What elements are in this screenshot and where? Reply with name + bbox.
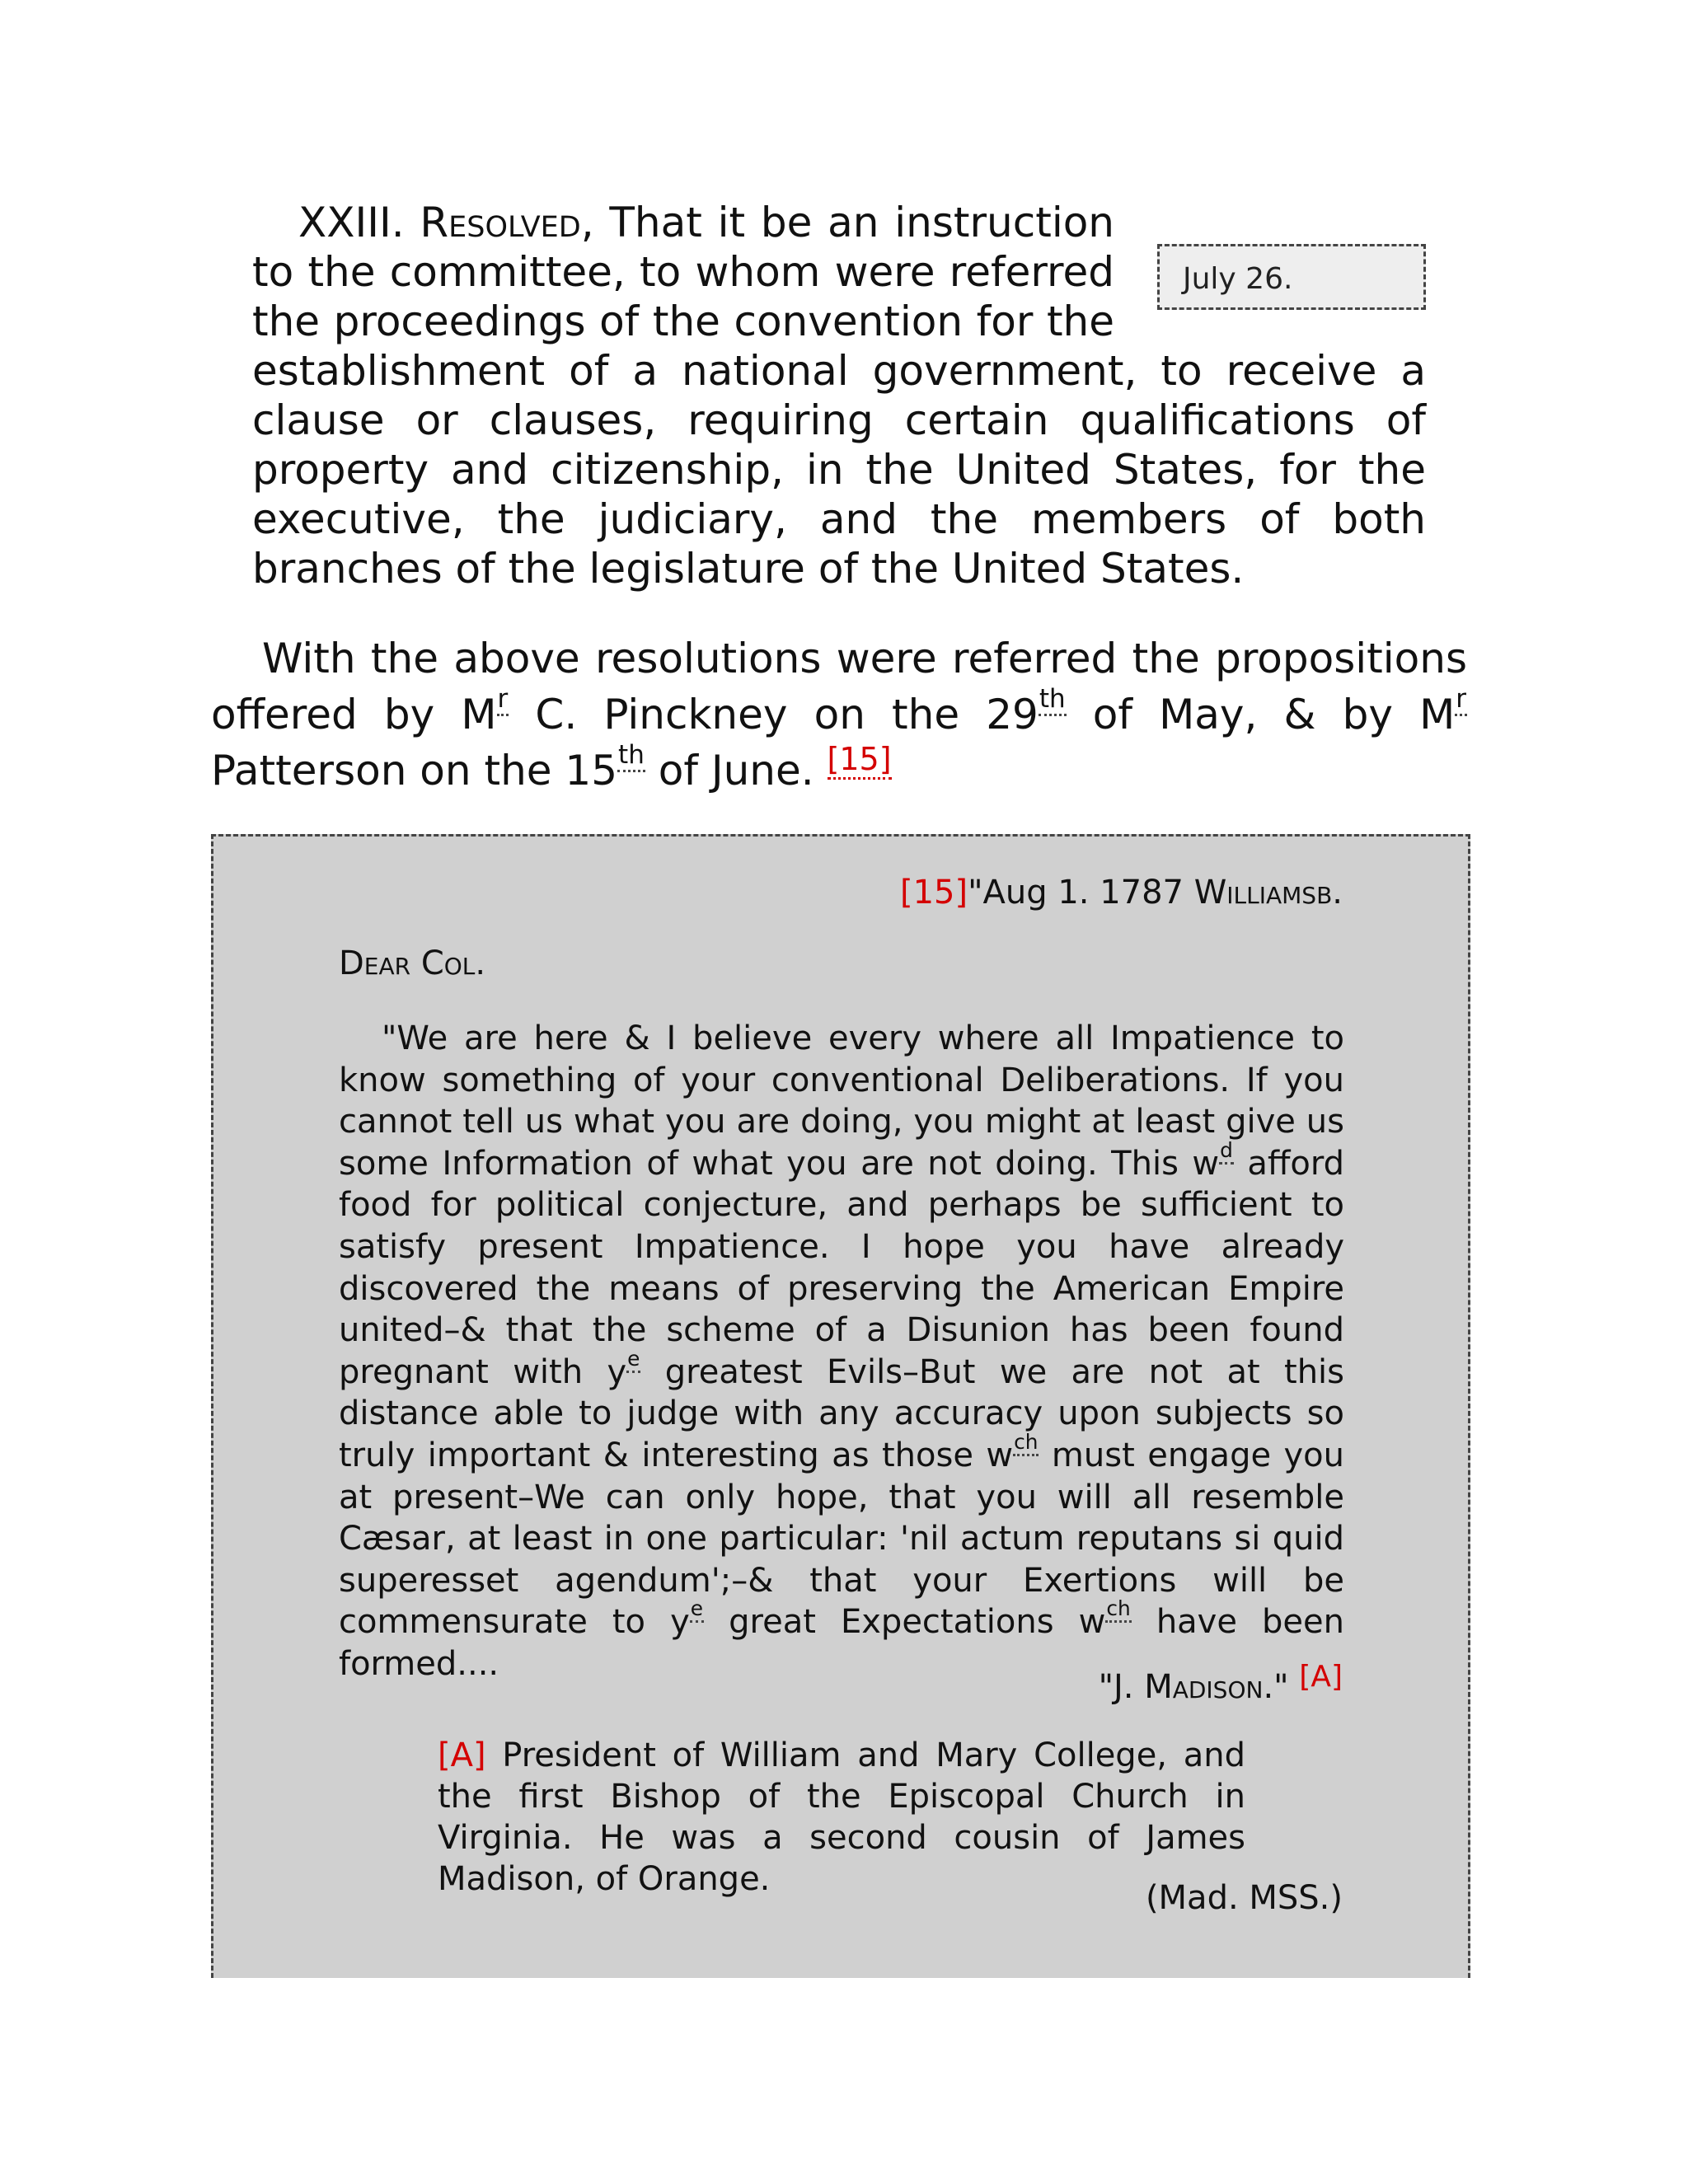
footnote-box xyxy=(211,834,1470,1978)
paragraph-text: Patterson on the 15 xyxy=(211,747,618,794)
abbr-superscript: e xyxy=(690,1596,704,1623)
inner-footnote-a xyxy=(438,1735,1245,1900)
resolution-numeral: XXIII. xyxy=(298,199,405,246)
abbr-superscript: r xyxy=(1455,684,1467,716)
resolution-xxiii xyxy=(252,198,1426,593)
dateline-place: Williamsb. xyxy=(1193,874,1343,912)
abbr-superscript: th xyxy=(617,740,645,772)
letter-signature xyxy=(1098,1660,1343,1708)
dateline-text: "Aug 1. 1787 xyxy=(968,874,1194,912)
inner-note-text: President of William and Mary College, and the first Bishop of the Episcopal Church in Virginia. He was a second cousin of James Madison, of Orange. xyxy=(438,1736,1245,1898)
letter-text: greatest Evils–But we are not at this distance able to judge with any accuracy upon subjects so truly important & interesting as those w xyxy=(339,1352,1345,1474)
paragraph-text: of May, & by M xyxy=(1066,691,1456,738)
abbr-superscript: ch xyxy=(1013,1430,1039,1456)
paragraph-text: With the above resolutions were referred the propositions offered by M xyxy=(211,635,1467,738)
referral-paragraph xyxy=(211,630,1467,799)
abbr-superscript: th xyxy=(1039,684,1067,716)
letter-text: great Expectations w xyxy=(704,1603,1106,1642)
letter-text: "We are here & I believe every where all Impatience to know something of your conventional Deliberations. If you cannot tell us what you are doing, you might at least give us some Information of what you are not doing. This w xyxy=(339,1019,1344,1183)
abbr-superscript: d xyxy=(1219,1138,1234,1165)
paragraph-text: of June. xyxy=(645,747,814,794)
letter-salutation: Dear Col. xyxy=(339,944,486,982)
abbr-superscript: ch xyxy=(1105,1596,1131,1623)
note-link-a[interactable]: [A] xyxy=(1299,1660,1343,1694)
signature-text: "J. xyxy=(1098,1668,1145,1706)
footnote-backlink-15[interactable]: [15] xyxy=(900,874,968,912)
note-backlink-a[interactable]: [A] xyxy=(438,1736,486,1774)
letter-text: have been formed.... xyxy=(339,1603,1344,1683)
letter-body xyxy=(339,1018,1344,1685)
signature-text: ." xyxy=(1263,1668,1289,1706)
resolution-keyword: Resolved xyxy=(420,199,581,246)
letter-dateline xyxy=(900,871,1343,914)
letter-text: afford food for political conjecture, and perhaps be sufficient to satisfy present Impatience. I hope you have already discovered the means of preserving the American Empire united–& that the scheme of a Disunion has been found pregnant with y xyxy=(339,1144,1344,1391)
footnote-link-15[interactable]: [15] xyxy=(828,741,892,780)
letter-text: must engage you at present–We can only hope, that you will all resemble Cæsar, at least in one particular: 'nil actum reputans si quid superesset agendum';–& that your Exertions will be commensurate to y xyxy=(339,1436,1345,1642)
paragraph-text: C. Pinckney on the 29 xyxy=(509,691,1039,738)
resolution-text: , That it be an instruction to the committee, to whom were referred the proceedings of the convention for the establishment of a national government, to receive a clause or clauses, requiring certain qualifications of property and citizenship, in the United States, for the executive, the judiciary, and the members of both branches of the legislature of the United States. xyxy=(252,199,1426,593)
source-citation: (Mad. MSS.) xyxy=(1145,1879,1343,1917)
abbr-superscript: r xyxy=(497,684,509,716)
abbr-superscript: e xyxy=(626,1347,640,1373)
sidenote-date: July 26. xyxy=(1157,244,1426,310)
signature-name: Madison xyxy=(1144,1668,1264,1706)
